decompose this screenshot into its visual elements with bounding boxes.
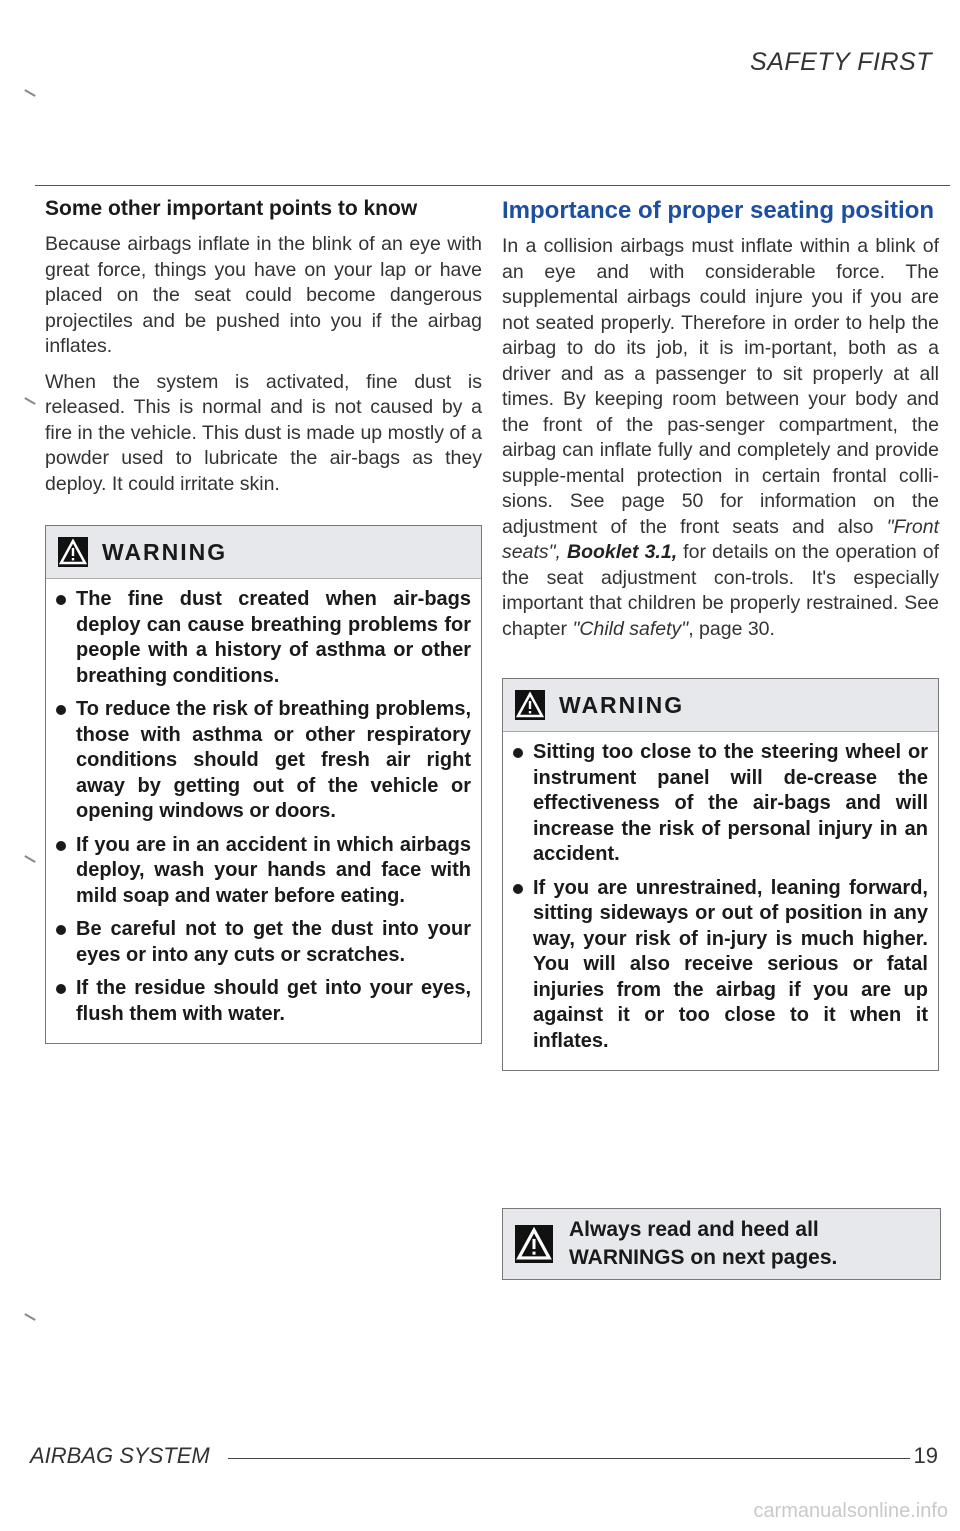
right-column: [502, 195, 939, 1071]
warning-item: [56, 833, 471, 910]
ref-child-safety: "Child safety": [572, 617, 689, 640]
footer-section-title: AIRBAG SYSTEM: [30, 1443, 210, 1468]
right-warning-header: [503, 679, 938, 732]
bullet-icon: [56, 595, 66, 605]
warning-item: [56, 587, 471, 689]
left-paragraph-1: Because airbags inflate in the blink of an eye with great force, things you have on your lap or have placed on the seat could become dangerous projectiles and be pushed into you if the airbag inflates.: [45, 233, 482, 357]
warning-item: [56, 917, 471, 968]
right-heading: Importance of proper seating position: [502, 197, 935, 224]
bullet-icon: [513, 884, 523, 894]
bullet-icon: [56, 925, 66, 935]
page-number: 19: [913, 1443, 938, 1468]
page-header-title: SAFETY FIRST: [750, 48, 932, 76]
right-paragraph: [502, 234, 939, 642]
ref-booklet: Booklet 3.1,: [567, 541, 678, 563]
warning-item: [513, 876, 928, 1055]
left-warning-list: [46, 579, 481, 1043]
warning-item: [56, 976, 471, 1027]
left-warning-header: [46, 526, 481, 579]
right-paragraph-part-b: for details on the operation of the seat adjustment con-trols. It's especially important that children be properly restrained. See chapter: [502, 541, 939, 640]
warning-item-text: Sitting too close to the steering wheel or instrument panel will de-crease the effectiveness of the air-bags and will increase the risk of personal injury in an accident.: [533, 741, 928, 865]
watermark: carmanualsonline.info: [753, 1500, 948, 1522]
header-rule: [35, 185, 950, 186]
warning-item-text: Be careful not to get the dust into your eyes or into any cuts or scratches.: [76, 918, 471, 966]
footer-rule: [228, 1458, 910, 1459]
left-warning-title: WARNING: [102, 538, 228, 565]
warning-item-text: If you are unrestrained, leaning forward, sitting sideways or out of position in any way, your risk of in-jury is much higher. You will also receive serious or fatal injuries from the airbag if you are up against it or too close to it when it inflates.: [533, 876, 928, 1052]
right-paragraph-part-c: , page 30.: [688, 617, 775, 640]
warning-item-text: If the residue should get into your eyes, flush them with water.: [76, 977, 471, 1025]
scan-mark: [24, 1313, 35, 1321]
bullet-icon: [56, 984, 66, 994]
warning-item: [56, 697, 471, 825]
warning-item-text: To reduce the risk of breathing problems, those with asthma or other respiratory conditions should get fresh air right away by getting out of the vehicle or opening windows or doors.: [76, 698, 471, 822]
left-paragraph-2: When the system is activated, fine dust is released. This is normal and is not caused by a fire in the vehicle. This dust is made up mostly of a powder used to lubricate the air-bags as they deploy. It could irritate skin.: [45, 370, 482, 495]
right-warning-box: [502, 678, 939, 1071]
left-column: [45, 195, 482, 1044]
scan-mark: [24, 397, 35, 405]
scan-mark: [24, 855, 35, 863]
left-heading: Some other important points to know: [45, 197, 418, 220]
warning-triangle-icon: [515, 690, 545, 720]
bullet-icon: [56, 705, 66, 715]
scan-mark: [24, 89, 35, 97]
warnings-note-box: [502, 1208, 941, 1280]
warning-item-text: If you are in an accident in which airbags deploy, wash your hands and face with mild soap and water before eating.: [76, 833, 471, 907]
warning-item: [513, 740, 928, 868]
right-paragraph-part-a: In a collision airbags must inflate within a blink of an eye and with considerable force. The supplemental airbags could injure you if you are not seated properly. Therefore in order to help the airbag to do its job, it is im-portant, both as a driver and as a passenger to sit properly at all times. By keeping room between your body and the front of the pas-senger compartment, the airbag can inflate fully and completely and provide supple-mental protection in certain frontal colli-sions. See page 50 for information on the adjustment of the front seats and also: [502, 235, 939, 538]
bullet-icon: [513, 748, 523, 758]
right-warning-title: WARNING: [559, 691, 685, 718]
warning-triangle-icon: [58, 537, 88, 567]
warnings-note-text: Always read and heed all WARNINGS on next pages.: [569, 1218, 838, 1269]
right-warning-list: [503, 732, 938, 1070]
ref-front-seats: "Front seats",: [502, 515, 939, 563]
warning-item-text: The fine dust created when air-bags deploy can cause breathing problems for people with a history of asthma or other breathing conditions.: [76, 588, 471, 687]
warning-triangle-icon: [515, 1225, 553, 1263]
bullet-icon: [56, 841, 66, 851]
left-warning-box: [45, 525, 482, 1044]
